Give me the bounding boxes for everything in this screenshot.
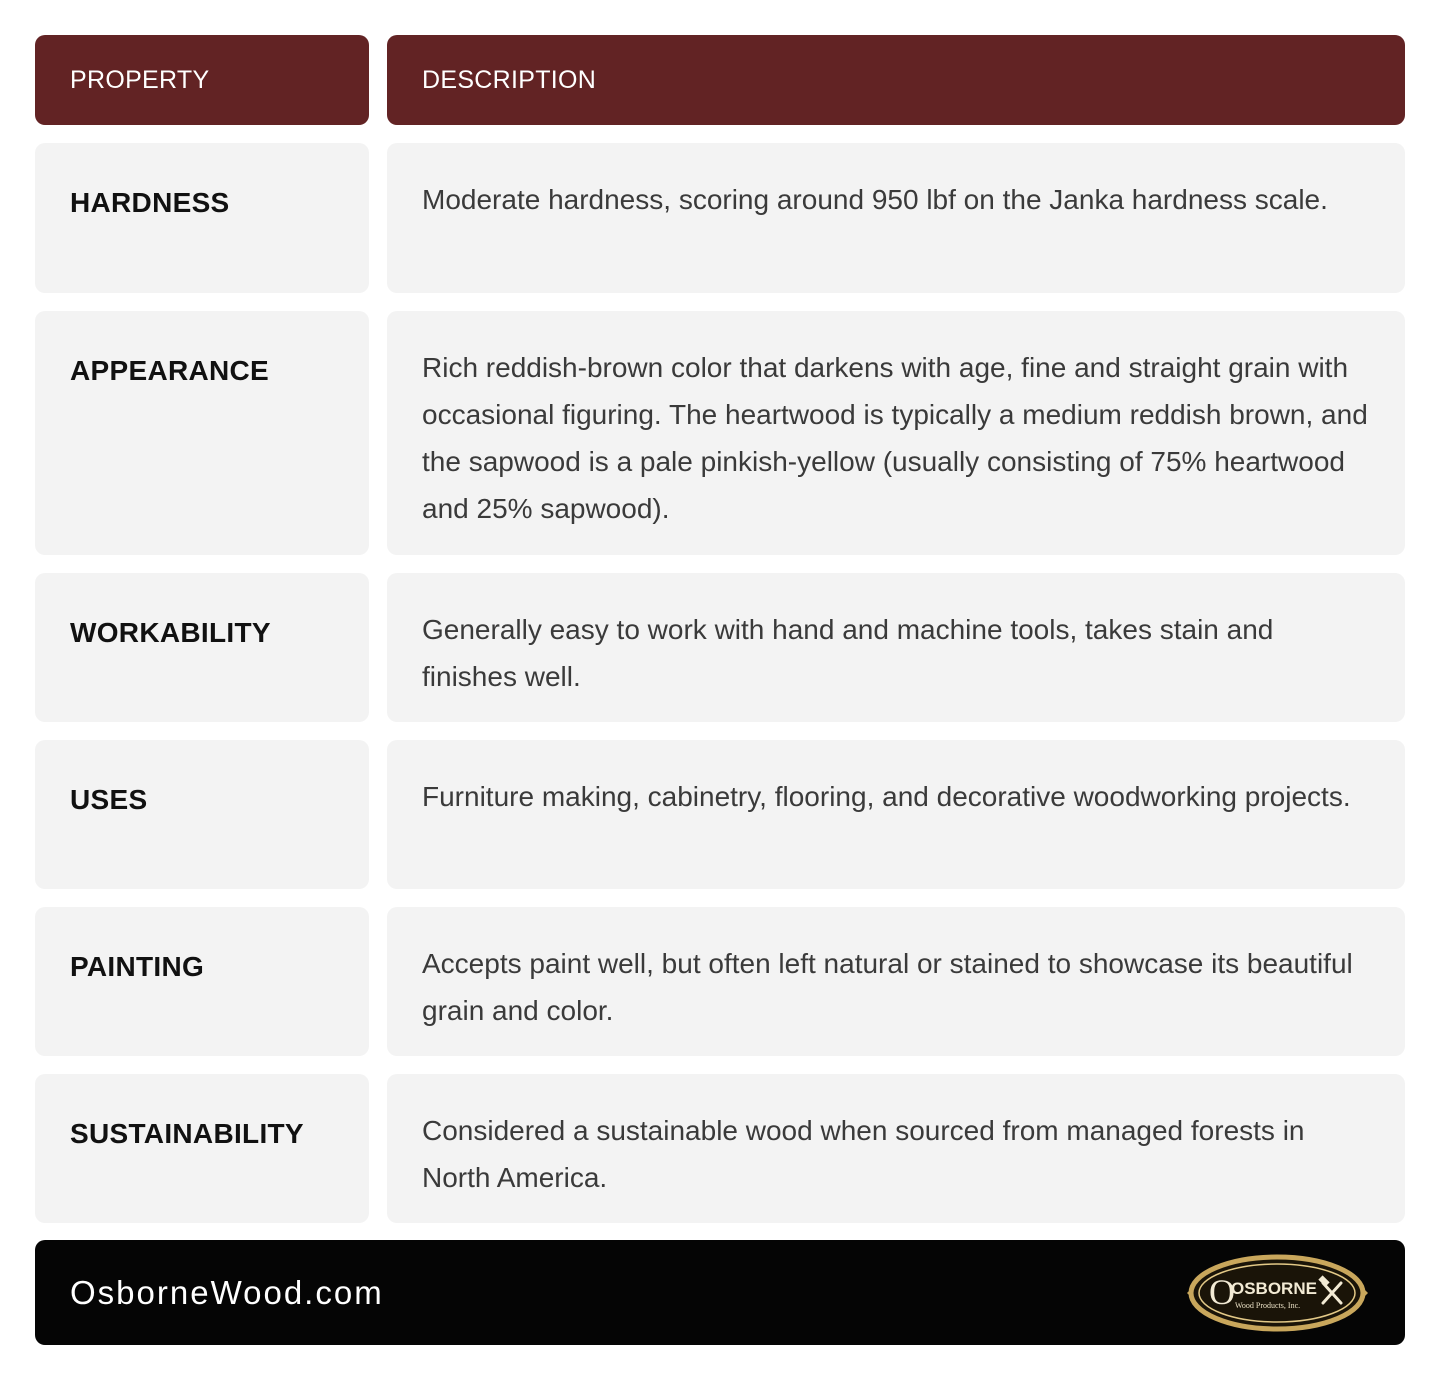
description-cell xyxy=(387,143,1405,293)
description-text: Accepts paint well, but often left natural or stained to showcase its beautiful grain and color. xyxy=(422,948,1353,1026)
property-cell xyxy=(35,740,369,889)
footer-bar xyxy=(35,1240,1405,1345)
description-cell xyxy=(387,311,1405,555)
description-cell xyxy=(387,740,1405,889)
description-text: Furniture making, cabinetry, flooring, and decorative woodworking projects. xyxy=(422,781,1351,812)
description-text: Moderate hardness, scoring around 950 lbf on the Janka hardness scale. xyxy=(422,184,1328,215)
site-url-text: OsborneWood.com xyxy=(70,1273,384,1311)
logo-tagline: Wood Products, Inc. xyxy=(1235,1300,1301,1310)
property-label: PAINTING xyxy=(70,951,205,982)
description-text: Generally easy to work with hand and machine tools, takes stain and finishes well. xyxy=(422,614,1274,692)
description-cell xyxy=(387,573,1405,722)
property-label: USES xyxy=(70,784,148,815)
table-row xyxy=(35,740,1405,889)
property-label: APPEARANCE xyxy=(70,355,270,386)
description-cell xyxy=(387,907,1405,1056)
table-row xyxy=(35,143,1405,293)
table-header-row xyxy=(35,35,1405,125)
logo-name: OSBORNE xyxy=(1231,1278,1317,1298)
property-cell xyxy=(35,573,369,722)
property-cell xyxy=(35,311,369,555)
wood-properties-table xyxy=(35,35,1405,1241)
table-row xyxy=(35,1074,1405,1223)
osborne-logo xyxy=(1185,1253,1370,1333)
property-cell xyxy=(35,1074,369,1223)
description-text: Rich reddish-brown color that darkens with age, fine and straight grain with occasional figuring. The heartwood is typically a medium reddish brown, and the sapwood is a pale pinkish-yellow (usually consisting of 75% heartwood and 25% sapwood). xyxy=(422,352,1368,524)
property-label: HARDNESS xyxy=(70,187,230,218)
table-row xyxy=(35,907,1405,1056)
property-label: WORKABILITY xyxy=(70,617,271,648)
property-cell xyxy=(35,907,369,1056)
description-cell xyxy=(387,1074,1405,1223)
svg-text:O: O xyxy=(1209,1271,1235,1312)
description-column-header: DESCRIPTION xyxy=(387,35,1405,125)
table-row xyxy=(35,311,1405,555)
table-row xyxy=(35,573,1405,722)
description-text: Considered a sustainable wood when sourced from managed forests in North America. xyxy=(422,1115,1305,1193)
property-cell xyxy=(35,143,369,293)
property-label: SUSTAINABILITY xyxy=(70,1118,304,1149)
property-column-header: PROPERTY xyxy=(35,35,369,125)
